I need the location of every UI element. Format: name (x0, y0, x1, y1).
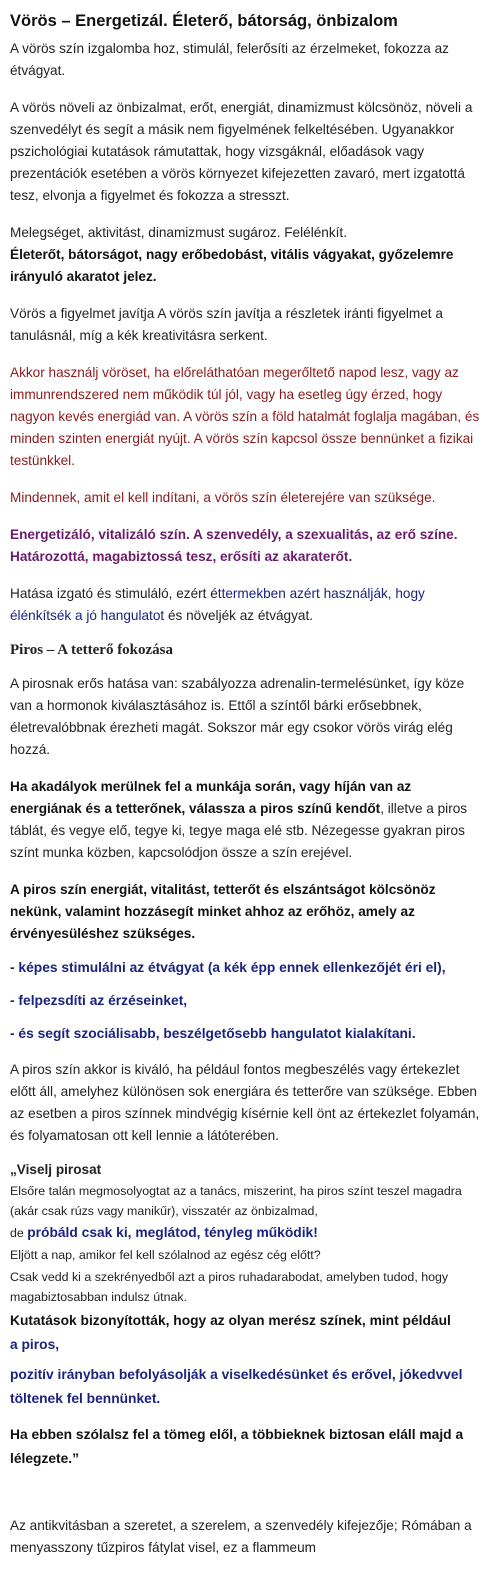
paragraph-10 (10, 776, 485, 864)
paragraph-13: Az antikvitásban a szeretet, a szerelem, a szenvedély kifejezője; Rómában a menyasszony tűzpiros fátylat visel, ez a flammeum (10, 1518, 472, 1555)
quote-line-7: pozitív irányban befolyásolják a viselkedésünket és erővel, jókedvvel töltenek fel bennünket. (10, 1367, 463, 1406)
paragraph-5: Akkor használj vöröset, ha előreláthatóan megerőltető napod lesz, vagy az immunrendszered nem működik túl jól, vagy ha esetleg úgy érzed, hogy nagyon kevés energiád van. A vörös szín a föld hatalmát foglalja magában, és minden szinten energiát nyújt. A vörös szín kapcsol össze bennünket a fizikai testünkkel. (10, 365, 480, 468)
paragraph-10-bold: Ha akadályok merülnek fel a munkája során, vagy híján van az energiának és a tetterőnek, válassza a piros színű kendőt (10, 779, 412, 816)
paragraph-3 (10, 222, 485, 288)
quote-line-2-a: de (10, 1226, 28, 1240)
paragraph-3-normal: Melegséget, aktivitást, dinamizmust sugároz. Felélénkít. (10, 225, 347, 240)
quote-title: „Viselj pirosat (10, 1162, 102, 1177)
quote-line-2 (10, 1223, 485, 1243)
paragraph-6: Mindennek, amit el kell indítani, a vörös szín életerejére van szüksége. (10, 490, 436, 505)
bullet-item: - és segít szociálisabb, beszélgetősebb hangulatot kialakítani. (10, 1026, 416, 1041)
paragraph-8-a: Hatása izgató és stimuláló, ezért é (10, 586, 218, 601)
quote-block (10, 1162, 485, 1471)
quote-line-6: a piros, (10, 1337, 60, 1352)
paragraph-9: A pirosnak erős hatása van: szabályozza adrenalin-termelésünket, így köze van a hormonok kiválasztásához is. Ettől a színtől bárki erősebbnek, életrevalóbbnak érezheti magát. Sokszor már egy csokor vörös virág elég hozzá. (10, 676, 465, 757)
title-main: Vörös – Energetizál (10, 12, 164, 30)
paragraph-12: A piros szín akkor is kiváló, ha például fontos megbeszélés vagy értekezlet előtt áll, amelyhez különösen sok energiára és tetterőre van szüksége. Ebben az esetben a piros színnek mindvégig kísérnie kell önt az értekezlet folyamán, és folyamatosan ott kell lennie a látóterében. (10, 1062, 480, 1143)
paragraph-8 (10, 583, 485, 627)
bullet-item: - felpezsdíti az érzéseinket, (10, 993, 188, 1008)
quote-line-3: Eljött a nap, amikor fel kell szólalnod az egész cég előtt? (10, 1248, 321, 1262)
quote-line-1: Elsőre talán megmosolyogtat az a tanács, miszerint, ha piros színt teszel magadra (akár csak rúzs vagy manikűr), visszatér az önbizalmad, (10, 1184, 462, 1218)
paragraph-2: A vörös növeli az önbizalmat, erőt, energiát, dinamizmust kölcsönöz, növeli a szenvedélyt és segít a másik nem figyelmének felkeltésében. Ugyanakkor pszichológiai kutatások rámutattak, hogy vizsgáknál, előadások vagy prezentációk esetében a vörös környezet kifejezetten zavaró, mert izgatottá tesz, elvonja a figyelmet és fokozza a stresszt. (10, 100, 473, 203)
quote-line-8: Ha ebben szólalsz fel a tömeg elől, a többieknek biztosan eláll majd a lélegzete.” (10, 1427, 464, 1466)
paragraph-8-link: ttermekben azért használják, hogy élénkítsék a jó hangulatot (10, 586, 425, 623)
paragraph-11: A piros szín energiát, vitalitást, tetterőt és elszántságot kölcsönöz nekünk, valamint hozzásegít minket ahhoz az erőhöz, amely az érvényesüléshez szükséges. (10, 882, 436, 941)
page-title (10, 10, 485, 32)
paragraph-7: Energetizáló, vitalizáló szín. A szenvedély, a szexualitás, az erő színe. Határozottá, magabiztossá tesz, erősíti az akaraterőt. (10, 527, 458, 564)
quote-line-5: Kutatások bizonyították, hogy az olyan merész színek, mint például (10, 1313, 451, 1328)
paragraph-8-c: és növeljék az étvágyat. (164, 608, 314, 623)
quote-line-2-emphasis: próbáld csak ki, meglátod, tényleg működik! (27, 1225, 318, 1240)
paragraph-1: A vörös szín izgalomba hoz, stimulál, felerősíti az érzelmeket, fokozza az étvágyat. (10, 41, 449, 78)
paragraph-3-bold: Életerőt, bátorságot, nagy erőbedobást, vitális vágyakat, győzelemre irányuló akaratot jelez. (10, 247, 454, 284)
quote-line-4: Csak vedd ki a szekrényedből azt a piros ruhadarabodat, amelyben tudod, hogy magabiztosabban indulsz útnak. (10, 1270, 449, 1304)
paragraph-10-normal: , illetve a piros táblát, és vegye elő, tegye ki, tegye maga elé stb. Nézegesse gyakran piros színt munka közben, kapcsolódjon össze a szín erejével. (10, 801, 468, 860)
paragraph-4: Vörös a figyelmet javítja A vörös szín javítja a részletek iránti figyelmet a tanulásnál, míg a kék kreativitásra serkent. (10, 306, 443, 343)
section-heading: Piros – A tetterő fokozása (10, 642, 174, 658)
bullet-item: - képes stimulálni az étvágyat (a kék épp ennek ellenkezőjét éri el), (10, 960, 446, 975)
title-rest: . Életerő, bátorság, önbizalom (163, 12, 398, 30)
